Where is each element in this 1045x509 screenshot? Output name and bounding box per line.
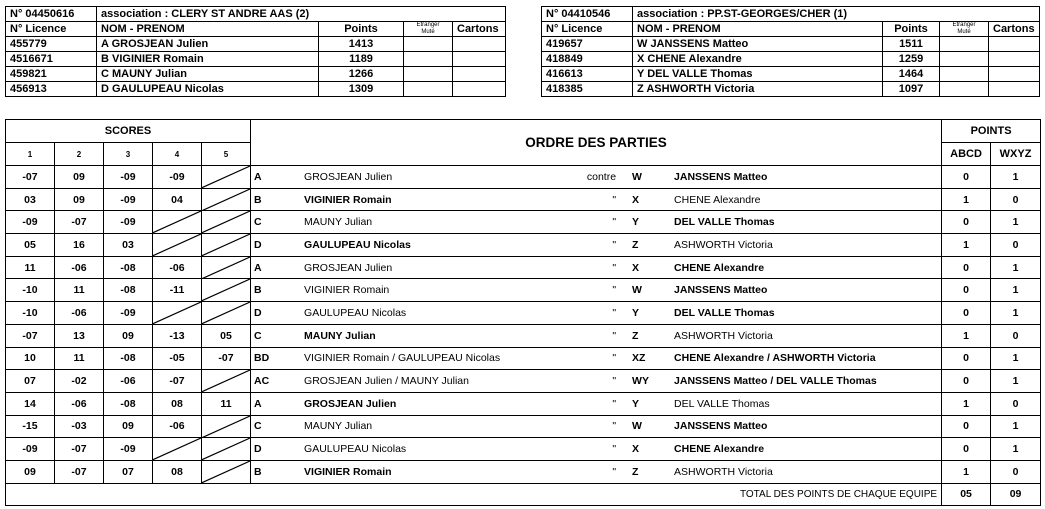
game-cell <box>251 324 942 347</box>
player-licence: 418385 <box>542 82 633 97</box>
game-line <box>251 234 941 256</box>
points-abcd: 0 <box>942 211 991 234</box>
home-player: VIGINIER Romain <box>304 284 390 297</box>
home-player: GAULUPEAU Nicolas <box>304 306 407 319</box>
points-wxyz: 1 <box>991 256 1041 279</box>
points-wxyz: 0 <box>991 188 1041 211</box>
team2-col-cartons: Cartons <box>989 22 1040 37</box>
game-line <box>251 325 941 347</box>
set-score-3: -06 <box>104 370 153 393</box>
game-line <box>251 461 941 483</box>
points-abcd: 1 <box>942 392 991 415</box>
points-abcd: 0 <box>942 347 991 370</box>
points-abcd: 0 <box>942 370 991 393</box>
team2-col-licence: N° Licence <box>542 22 633 37</box>
contre-label: " <box>612 397 617 410</box>
set-score-3: 09 <box>104 324 153 347</box>
set-score-5: -07 <box>202 347 251 370</box>
points-wxyz: 1 <box>991 415 1041 438</box>
player-name: W JANSSENS Matteo <box>633 37 883 52</box>
points-wxyz: 0 <box>991 460 1041 483</box>
empty-set-cell <box>202 166 251 189</box>
set-score-2: 09 <box>55 166 104 189</box>
player-licence: 4516671 <box>6 52 97 67</box>
game-row <box>6 279 1041 302</box>
home-letter: C <box>254 420 262 433</box>
home-letter: AC <box>254 375 270 388</box>
scores-header: SCORES <box>6 120 251 143</box>
game-line <box>251 302 941 324</box>
away-letter: W <box>632 420 642 433</box>
player-row <box>542 82 1040 97</box>
game-cell <box>251 438 942 461</box>
points-abcd: 1 <box>942 460 991 483</box>
player-cartons <box>453 52 506 67</box>
player-cartons <box>989 52 1040 67</box>
points-wxyz: 1 <box>991 347 1041 370</box>
player-licence: 416613 <box>542 67 633 82</box>
set-score-1: 05 <box>6 234 55 257</box>
home-player: MAUNY Julian <box>304 329 376 342</box>
set-score-2: 13 <box>55 324 104 347</box>
contre-label: " <box>612 465 617 478</box>
team1-col-licence: N° Licence <box>6 22 97 37</box>
home-letter: A <box>254 170 262 183</box>
game-row <box>6 370 1041 393</box>
home-player: MAUNY Julian <box>304 216 373 229</box>
set-score-4: -13 <box>153 324 202 347</box>
player-cartons <box>453 37 506 52</box>
set-score-4: 04 <box>153 188 202 211</box>
set-score-4: -06 <box>153 415 202 438</box>
game-cell <box>251 302 942 325</box>
set-score-1: 14 <box>6 392 55 415</box>
home-player: GAULUPEAU Nicolas <box>304 238 411 251</box>
set-3-header: 3 <box>104 143 153 166</box>
set-5-header: 5 <box>202 143 251 166</box>
player-name: X CHENE Alexandre <box>633 52 883 67</box>
set-score-3: -09 <box>104 211 153 234</box>
order-header: ORDRE DES PARTIES <box>251 120 942 166</box>
player-name: Y DEL VALLE Thomas <box>633 67 883 82</box>
away-letter: W <box>632 284 642 297</box>
team2-col-etranger-mute: Etranger Muté <box>940 22 989 37</box>
points-wxyz: 1 <box>991 302 1041 325</box>
contre-label: " <box>612 216 617 229</box>
set-score-1: 11 <box>6 256 55 279</box>
home-player: VIGINIER Romain <box>304 193 392 206</box>
game-cell <box>251 279 942 302</box>
away-letter: Z <box>632 329 639 342</box>
points-abcd: 1 <box>942 324 991 347</box>
away-player: CHENE Alexandre / ASHWORTH Victoria <box>674 352 876 365</box>
game-row <box>6 392 1041 415</box>
set-score-3: -08 <box>104 256 153 279</box>
set-4-header: 4 <box>153 143 202 166</box>
points-abcd: 0 <box>942 279 991 302</box>
home-player: GAULUPEAU Nicolas <box>304 443 407 456</box>
empty-set-cell <box>153 234 202 257</box>
game-cell <box>251 166 942 189</box>
set-score-2: 09 <box>55 188 104 211</box>
team1-col-name: NOM - PRENOM <box>97 22 319 37</box>
set-1-header: 1 <box>6 143 55 166</box>
game-line <box>251 279 941 301</box>
team2-table <box>541 6 1040 97</box>
home-player: GROSJEAN Julien <box>304 261 393 274</box>
set-score-1: 10 <box>6 347 55 370</box>
game-line <box>251 416 941 438</box>
set-score-1: -09 <box>6 211 55 234</box>
home-letter: B <box>254 465 262 478</box>
home-letter: D <box>254 306 262 319</box>
abcd-header: ABCD <box>942 143 991 166</box>
total-wxyz: 09 <box>991 483 1041 506</box>
home-player: GROSJEAN Julien <box>304 397 397 410</box>
player-points: 1259 <box>883 52 940 67</box>
empty-set-cell <box>202 211 251 234</box>
contre-label: " <box>612 352 617 365</box>
set-score-3: 07 <box>104 460 153 483</box>
points-wxyz: 1 <box>991 370 1041 393</box>
home-letter: D <box>254 238 262 251</box>
team2-col-name: NOM - PRENOM <box>633 22 883 37</box>
player-name: A GROSJEAN Julien <box>97 37 319 52</box>
player-etranger-mute <box>404 82 453 97</box>
home-player: GROSJEAN Julien / MAUNY Julian <box>304 375 469 388</box>
contre-label: " <box>612 193 617 206</box>
empty-set-cell <box>202 279 251 302</box>
points-wxyz: 1 <box>991 166 1041 189</box>
contre-label: " <box>612 375 617 388</box>
set-score-1: 09 <box>6 460 55 483</box>
away-player: JANSSENS Matteo / DEL VALLE Thomas <box>674 375 877 388</box>
set-score-3: -09 <box>104 438 153 461</box>
player-points: 1511 <box>883 37 940 52</box>
empty-set-cell <box>202 234 251 257</box>
set-score-2: -07 <box>55 438 104 461</box>
team2-association: association : PP.ST-GEORGES/CHER (1) <box>633 7 1040 22</box>
home-letter: D <box>254 443 262 456</box>
game-row <box>6 415 1041 438</box>
set-score-4: -06 <box>153 256 202 279</box>
contre-label: contre <box>586 170 617 183</box>
home-letter: B <box>254 193 262 206</box>
points-abcd: 0 <box>942 415 991 438</box>
set-score-4: -09 <box>153 166 202 189</box>
player-points: 1266 <box>319 67 404 82</box>
set-score-2: -02 <box>55 370 104 393</box>
away-player: DEL VALLE Thomas <box>674 397 770 410</box>
game-cell <box>251 188 942 211</box>
home-player: VIGINIER Romain <box>304 465 392 478</box>
game-row <box>6 324 1041 347</box>
player-name: B VIGINIER Romain <box>97 52 319 67</box>
set-score-5: 11 <box>202 392 251 415</box>
contre-label: " <box>612 238 617 251</box>
set-score-2: -03 <box>55 415 104 438</box>
away-letter: X <box>632 443 640 456</box>
set-score-2: -06 <box>55 392 104 415</box>
set-score-2: -07 <box>55 460 104 483</box>
set-score-1: -15 <box>6 415 55 438</box>
empty-set-cell <box>153 302 202 325</box>
team1-table <box>5 6 506 97</box>
set-score-3: -08 <box>104 279 153 302</box>
set-score-4: 08 <box>153 460 202 483</box>
home-letter: C <box>254 329 262 342</box>
away-letter: X <box>632 261 640 274</box>
set-score-3: 03 <box>104 234 153 257</box>
game-cell <box>251 347 942 370</box>
team1-col-points: Points <box>319 22 404 37</box>
game-row <box>6 302 1041 325</box>
player-etranger-mute <box>404 52 453 67</box>
points-wxyz: 0 <box>991 234 1041 257</box>
set-2-header: 2 <box>55 143 104 166</box>
contre-label: " <box>612 284 617 297</box>
set-score-2: 11 <box>55 347 104 370</box>
set-score-1: -07 <box>6 324 55 347</box>
player-row <box>6 37 506 52</box>
game-line <box>251 166 941 188</box>
away-player: CHENE Alexandre <box>674 193 761 206</box>
empty-set-cell <box>153 438 202 461</box>
player-row <box>6 82 506 97</box>
game-line <box>251 257 941 279</box>
team2-col-points: Points <box>883 22 940 37</box>
game-line <box>251 189 941 211</box>
away-player: DEL VALLE Thomas <box>674 216 775 229</box>
player-cartons <box>989 82 1040 97</box>
away-player: JANSSENS Matteo <box>674 420 768 433</box>
game-row <box>6 211 1041 234</box>
away-letter: Z <box>632 465 639 478</box>
set-score-3: -09 <box>104 166 153 189</box>
set-score-3: -08 <box>104 347 153 370</box>
game-cell <box>251 234 942 257</box>
total-abcd: 05 <box>942 483 991 506</box>
wxyz-header: WXYZ <box>991 143 1041 166</box>
game-cell <box>251 211 942 234</box>
match-sheet-table <box>5 119 1041 506</box>
player-etranger-mute <box>940 82 989 97</box>
set-score-4: -05 <box>153 347 202 370</box>
total-label: TOTAL DES POINTS DE CHAQUE EQUIPE <box>6 483 942 506</box>
game-cell <box>251 392 942 415</box>
game-row <box>6 166 1041 189</box>
player-points: 1309 <box>319 82 404 97</box>
empty-set-cell <box>202 438 251 461</box>
game-line <box>251 370 941 392</box>
set-score-1: 07 <box>6 370 55 393</box>
player-licence: 459821 <box>6 67 97 82</box>
contre-label: " <box>612 420 617 433</box>
player-row <box>542 67 1040 82</box>
home-letter: A <box>254 261 262 274</box>
away-letter: W <box>632 170 642 183</box>
player-etranger-mute <box>404 67 453 82</box>
points-wxyz: 0 <box>991 392 1041 415</box>
set-score-2: 16 <box>55 234 104 257</box>
set-score-3: -09 <box>104 302 153 325</box>
player-etranger-mute <box>940 52 989 67</box>
home-letter: C <box>254 216 262 229</box>
game-row <box>6 188 1041 211</box>
points-abcd: 1 <box>942 188 991 211</box>
points-abcd: 0 <box>942 166 991 189</box>
set-score-1: 03 <box>6 188 55 211</box>
home-player: VIGINIER Romain / GAULUPEAU Nicolas <box>304 352 501 365</box>
empty-set-cell <box>202 370 251 393</box>
points-abcd: 0 <box>942 302 991 325</box>
set-score-1: -07 <box>6 166 55 189</box>
away-player: ASHWORTH Victoria <box>674 465 773 478</box>
game-row <box>6 347 1041 370</box>
player-points: 1413 <box>319 37 404 52</box>
player-row <box>542 37 1040 52</box>
contre-label: " <box>612 329 617 342</box>
player-points: 1189 <box>319 52 404 67</box>
player-row <box>6 52 506 67</box>
set-score-4: -11 <box>153 279 202 302</box>
empty-set-cell <box>202 256 251 279</box>
player-cartons <box>453 67 506 82</box>
set-score-2: -07 <box>55 211 104 234</box>
contre-label: " <box>612 261 617 274</box>
away-player: ASHWORTH Victoria <box>674 238 773 251</box>
away-letter: XZ <box>632 352 646 365</box>
player-licence: 455779 <box>6 37 97 52</box>
set-score-5: 05 <box>202 324 251 347</box>
empty-set-cell <box>153 211 202 234</box>
set-score-1: -09 <box>6 438 55 461</box>
game-cell <box>251 256 942 279</box>
points-abcd: 0 <box>942 438 991 461</box>
away-player: CHENE Alexandre <box>674 443 765 456</box>
empty-set-cell <box>202 188 251 211</box>
player-points: 1464 <box>883 67 940 82</box>
team1-col-cartons: Cartons <box>453 22 506 37</box>
game-row <box>6 256 1041 279</box>
set-score-2: 11 <box>55 279 104 302</box>
points-wxyz: 0 <box>991 324 1041 347</box>
away-player: DEL VALLE Thomas <box>674 306 775 319</box>
points-abcd: 0 <box>942 256 991 279</box>
player-etranger-mute <box>940 37 989 52</box>
away-letter: Y <box>632 397 640 410</box>
team1-col-etranger-mute: Etranger Muté <box>404 22 453 37</box>
game-line <box>251 348 941 370</box>
team1-number: N° 04450616 <box>6 7 97 22</box>
game-line <box>251 438 941 460</box>
away-letter: WY <box>632 375 649 388</box>
player-row <box>542 52 1040 67</box>
away-letter: X <box>632 193 640 206</box>
player-cartons <box>989 67 1040 82</box>
set-score-3: 09 <box>104 415 153 438</box>
points-header: POINTS <box>942 120 1041 143</box>
away-letter: Y <box>632 216 640 229</box>
game-cell <box>251 370 942 393</box>
home-letter: B <box>254 284 262 297</box>
player-name: C MAUNY Julian <box>97 67 319 82</box>
game-line <box>251 393 941 415</box>
away-player: ASHWORTH Victoria <box>674 329 773 342</box>
away-letter: Y <box>632 306 640 319</box>
points-wxyz: 1 <box>991 438 1041 461</box>
set-score-2: -06 <box>55 256 104 279</box>
player-licence: 419657 <box>542 37 633 52</box>
game-cell <box>251 460 942 483</box>
away-player: JANSSENS Matteo <box>674 170 768 183</box>
team1-association: association : CLERY ST ANDRE AAS (2) <box>97 7 506 22</box>
player-licence: 456913 <box>6 82 97 97</box>
set-score-3: -08 <box>104 392 153 415</box>
game-row <box>6 234 1041 257</box>
away-player: JANSSENS Matteo <box>674 284 768 297</box>
set-score-4: 08 <box>153 392 202 415</box>
set-score-1: -10 <box>6 302 55 325</box>
player-etranger-mute <box>404 37 453 52</box>
empty-set-cell <box>202 302 251 325</box>
game-line <box>251 211 941 233</box>
player-row <box>6 67 506 82</box>
home-letter: BD <box>254 352 270 365</box>
player-name: Z ASHWORTH Victoria <box>633 82 883 97</box>
player-cartons <box>453 82 506 97</box>
player-licence: 418849 <box>542 52 633 67</box>
team2-number: N° 04410546 <box>542 7 633 22</box>
player-cartons <box>989 37 1040 52</box>
empty-set-cell <box>202 415 251 438</box>
set-score-2: -06 <box>55 302 104 325</box>
empty-set-cell <box>202 460 251 483</box>
home-letter: A <box>254 397 262 410</box>
away-player: CHENE Alexandre <box>674 261 765 274</box>
player-etranger-mute <box>940 67 989 82</box>
player-points: 1097 <box>883 82 940 97</box>
set-score-4: -07 <box>153 370 202 393</box>
game-cell <box>251 415 942 438</box>
set-score-3: -09 <box>104 188 153 211</box>
away-letter: Z <box>632 238 639 251</box>
points-abcd: 1 <box>942 234 991 257</box>
points-wxyz: 1 <box>991 279 1041 302</box>
game-row <box>6 460 1041 483</box>
set-score-1: -10 <box>6 279 55 302</box>
game-row <box>6 438 1041 461</box>
points-wxyz: 1 <box>991 211 1041 234</box>
contre-label: " <box>612 306 617 319</box>
home-player: GROSJEAN Julien <box>304 170 393 183</box>
contre-label: " <box>612 443 617 456</box>
home-player: MAUNY Julian <box>304 420 373 433</box>
player-name: D GAULUPEAU Nicolas <box>97 82 319 97</box>
